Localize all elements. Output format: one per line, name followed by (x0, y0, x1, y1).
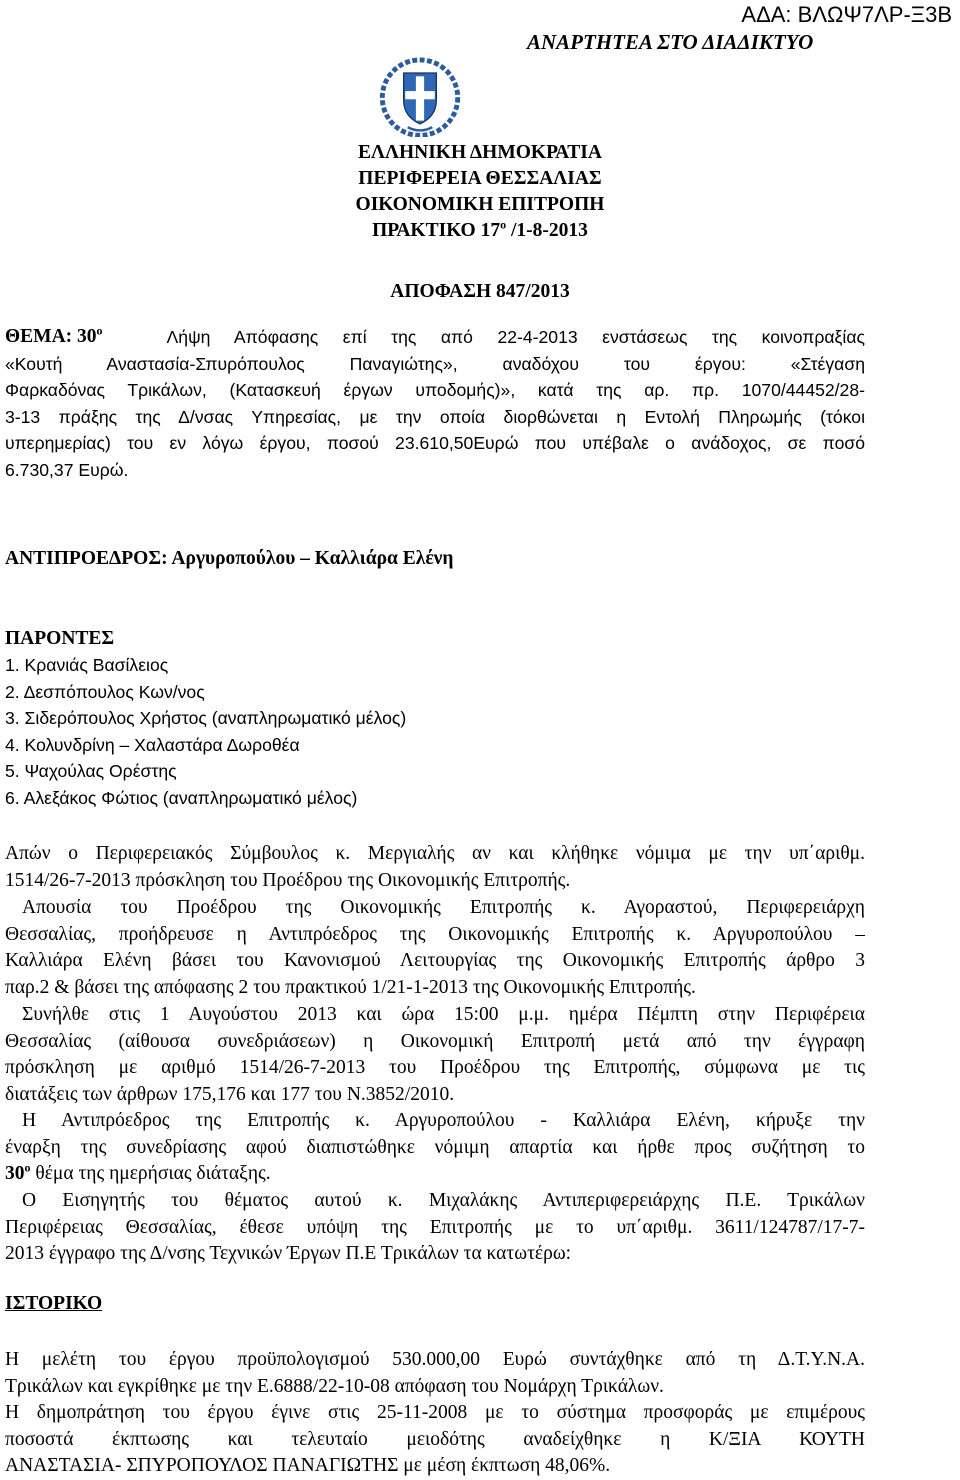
paragraph-line: Θεσσαλίας, προήδρευσε η Αντιπρόεδρος της Οικονομικής Επιτροπής κ. Αργυροπούλου – (5, 923, 865, 945)
paragraph-line: Θεσσαλίας (αίθουσα συνεδριάσεων) η Οικονομική Επιτροπή μετά από την έγγραφη (5, 1030, 865, 1052)
paragraph-line: Τρικάλων και εγκρίθηκε με την Ε.6888/22-10-08 απόφαση του Νομάρχη Τρικάλων. (5, 1375, 664, 1397)
paragraph-line: ποσοστά έκπτωσης και τελευταίο μειοδότης αναδείχθηκε η Κ/ΞΙΑ ΚΟΥΤΗ (5, 1428, 865, 1450)
meeting-paragraph (5, 1002, 865, 1108)
start-paragraph (5, 1108, 865, 1188)
paragraph-line: έναρξη της συνεδρίασης αφού διαπιστώθηκε νόμιμη απαρτία και ήρθε προς συζήτηση το (5, 1136, 865, 1158)
paragraph-line: πρόσκληση με αριθμό 1514/26-7-2013 του Προέδρου της Επιτροπής, σύμφωνα με τις (5, 1057, 865, 1079)
paragraph-line: διατάξεις των άρθρων 175,176 και 177 του Ν.3852/2010. (5, 1083, 455, 1105)
greek-coat-of-arms-icon (379, 55, 461, 137)
header-region: ΠΕΡΙΦΕΡΕΙΑ ΘΕΣΣΑΛΙΑΣ (358, 168, 602, 189)
present-block (5, 626, 865, 653)
theme-line: Λήψη Απόφασης επί της από 22-4-2013 ενστάσεως της κοινοπραξίας (166, 327, 865, 347)
vice-chair: ΑΝΤΙΠΡΟΕΔΡΟΣ: Αργυροπούλου – Καλλιάρα Ελένη (5, 548, 454, 569)
member-item: 4. Κολυνδρίνη – Χαλαστάρα Δωροθέα (5, 734, 300, 755)
absent-line: 1514/26-7-2013 πρόσκληση του Προέδρου της Οικονομικής Επιτροπής. (5, 869, 571, 891)
paragraph-line: παρ.2 & βάσει της απόφασης 2 του πρακτικού 1/21-1-2013 της Οικονομικής Επιτροπής. (5, 976, 696, 998)
rapporteur-paragraph (5, 1188, 865, 1268)
member-item: 6. Αλεξάκος Φώτιος (αναπληρωματικό μέλος) (5, 787, 358, 808)
chair-absence-paragraph (5, 895, 865, 1001)
paragraph-line: Η Αντιπρόεδρος της Επιτροπής κ. Αργυροπούλου - Καλλιάρα Ελένη, κήρυξε την (22, 1110, 865, 1131)
paragraph-line: Καλλιάρα Ελένη βάσει του Κανονισμού Λειτουργίας της Οικονομικής Επιτροπής άρθρο 3 (5, 950, 865, 972)
theme-line: 6.730,37 Ευρώ. (5, 459, 129, 480)
member-item: 5. Ψαχούλας Ορέστης (5, 761, 177, 782)
absent-line: Απών ο Περιφερειακός Σύμβουλος κ. Μεργιαλής αν και κλήθηκε νόμιμα με την υπ΄αριθμ. (5, 843, 865, 864)
decision-number: ΑΠΟΦΑΣΗ 847/2013 (390, 281, 570, 302)
theme-line: 3-13 πράξης της Δ/νσας Υπηρεσίας, με την οποία διορθώνεται η Εντολή Πληρωμής (τόκοι (5, 406, 865, 427)
paragraph-line: Απουσία του Προέδρου της Οικονομικής Επιτροπής κ. Αγοραστού, Περιφερειάρχη (22, 897, 865, 918)
paragraph-line: ΑΝΑΣΤΑΣΙΑ- ΣΠΥΡΟΠΟΥΛΟΣ ΠΑΝΑΓΙΩΤΗΣ με μέση έκπτωση 48,06%. (5, 1455, 611, 1477)
theme-line: «Κουτή Αναστασία-Σπυρόπουλος Παναγιώτης», αναδόχου του έργου: «Στέγαση (5, 353, 865, 374)
paragraph-line: Η μελέτη του έργου προϋπολογισμού 530.000,00 Ευρώ συντάχθηκε από τη Δ.Τ.Υ.Ν.Α. (5, 1349, 865, 1370)
history-title: ΙΣΤΟΡΙΚΟ (5, 1293, 103, 1314)
history-paragraph (5, 1347, 865, 1480)
present-title: ΠΑΡΟΝΤΕΣ (5, 628, 115, 649)
paragraph-line: Συνήλθε στις 1 Αυγούστου 2013 και ώρα 15:00 μ.μ. ημέρα Πέμπτη στην Περιφέρεια (22, 1004, 865, 1025)
posted-online-label: ΑΝΑΡΤΗΤΕΑ ΣΤΟ ΔΙΑΔΙΚΤΥΟ (527, 30, 814, 54)
theme-block (5, 324, 865, 484)
theme-label: ΘΕΜΑ: $30^o$ (5, 324, 103, 347)
theme-line: υπερημερίας) του εν λόγω έργου, ποσού 23.610,50Ευρώ που υπέβαλε ο ανάδοχος, σε ποσό (5, 433, 865, 454)
header-country: ΕΛΛΗΝΙΚΗ ΔΗΜΟΚΡΑΤΙΑ (358, 142, 602, 163)
absent-block (5, 841, 865, 894)
member-item: 3. Σιδερόπουλος Χρήστος (αναπληρωματικό μέλος) (5, 708, 407, 729)
paragraph-line: 2013 έγγραφο της Δ/νσης Τεχνικών Έργων Π.Ε Τρικάλων τα κατωτέρω: (5, 1243, 572, 1265)
present-members (5, 652, 865, 812)
theme-line: Φαρκαδόνας Τρικάλων, (Κατασκευή έργων υποδομής)», κατά της αρ. πρ. 1070/44452/28- (5, 380, 865, 401)
header-minutes: ΠΡΑΚΤΙΚΟ $17^o$ /1-8-2013 (372, 217, 588, 241)
paragraph-line: Περιφέρειας Θεσσαλίας, έθεσε υπόψη της Επιτροπής με το υπ΄αριθμ. 3611/124787/17-7- (5, 1216, 865, 1238)
member-item: 2. Δεσπόπουλος Κων/νος (5, 681, 205, 702)
member-item: 1. Κρανιάς Βασίλειος (5, 655, 169, 675)
paragraph-line: $30^o$ θέμα της ημερήσιας διάταξης. (5, 1161, 271, 1185)
ada-code: ΑΔΑ: ΒΛΩΨ7ΛΡ-Ξ3Β (741, 2, 952, 27)
paragraph-line: Ο Εισηγητής του θέματος αυτού κ. Μιχαλάκης Αντιπεριφερειάρχης Π.Ε. Τρικάλων (22, 1190, 865, 1211)
paragraph-line: Η δημοπράτηση του έργου έγινε στις 25-11-2008 με το σύστημα προσφοράς με επιμέρους (5, 1402, 865, 1424)
header-committee: ΟΙΚΟΝΟΜΙΚΗ ΕΠΙΤΡΟΠΗ (355, 194, 605, 215)
